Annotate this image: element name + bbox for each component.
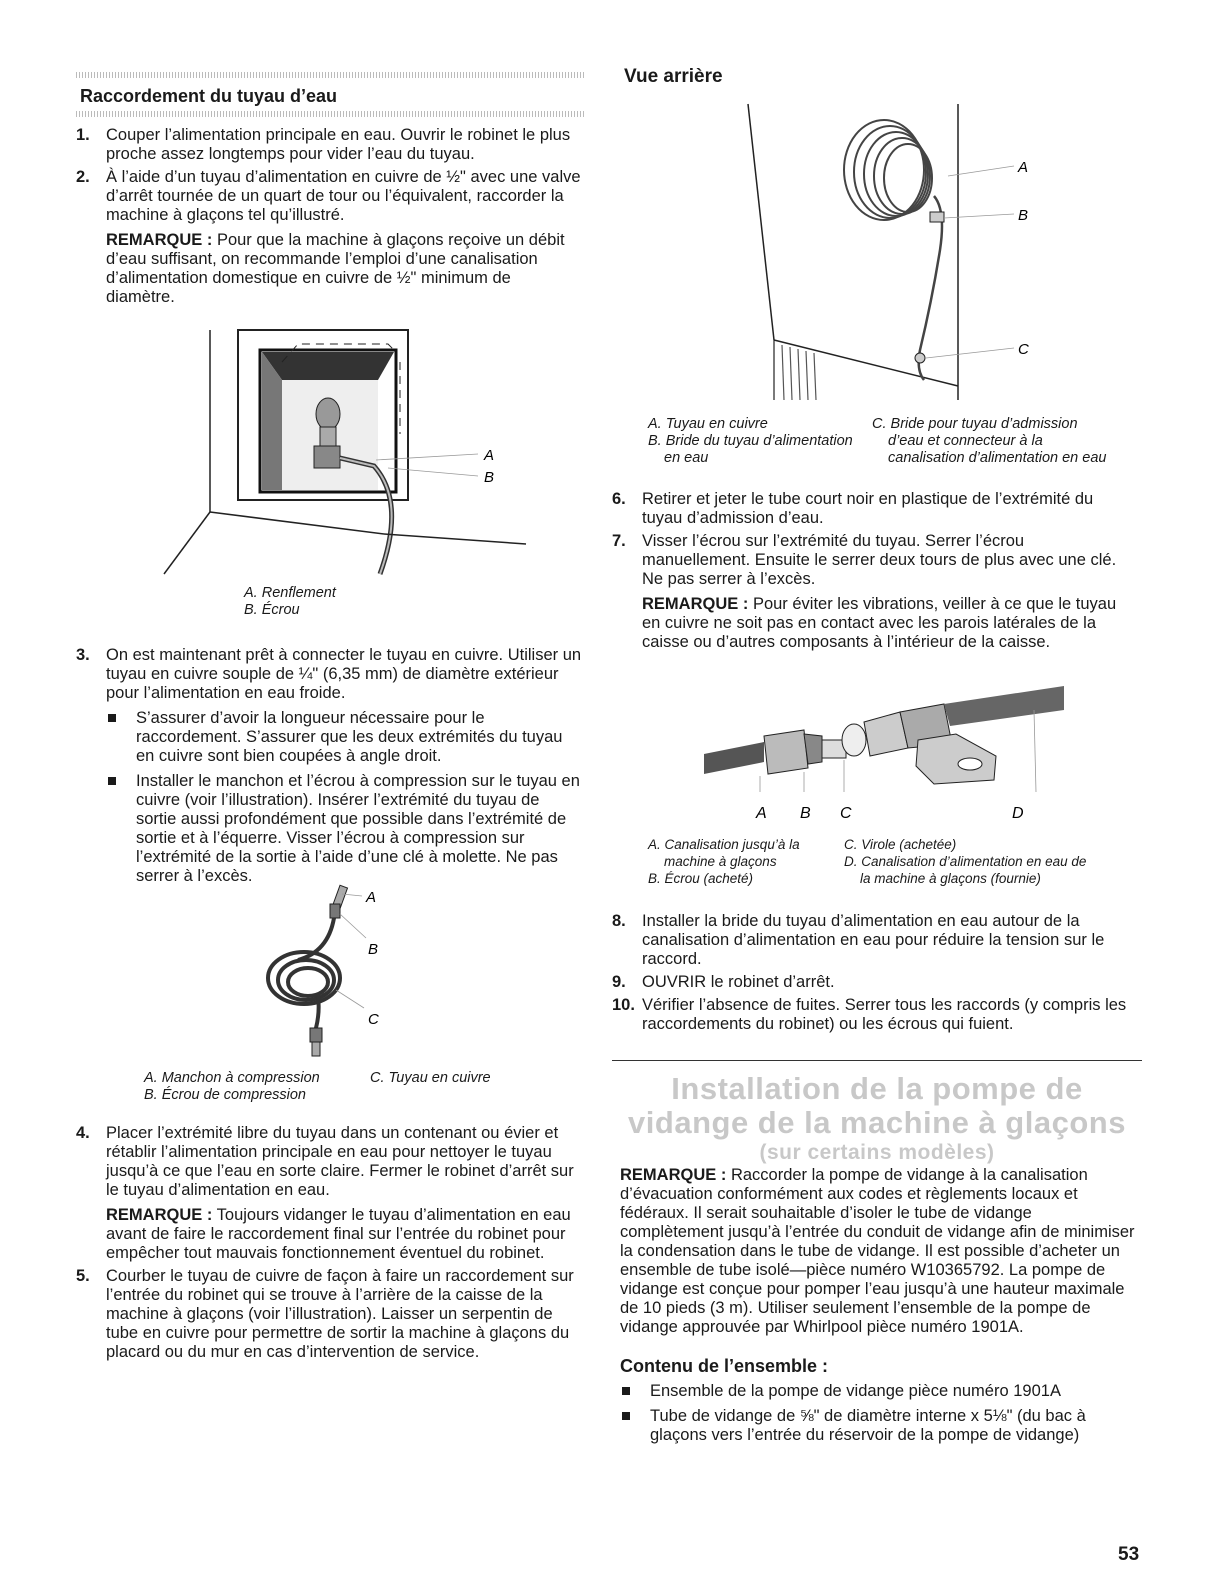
bullet-icon (622, 1387, 630, 1395)
steps-1-2 (76, 126, 584, 311)
fig4-caption-left (648, 836, 800, 887)
coil-label-c: C (368, 1011, 379, 1028)
note-label: REMARQUE : (106, 231, 213, 249)
step-number: 3. (76, 646, 90, 664)
list-item (620, 1407, 1136, 1445)
rear-label-c: C (1018, 341, 1029, 358)
list-item (612, 532, 1136, 652)
list-item (620, 1382, 1136, 1401)
note-label: REMARQUE : (106, 1206, 213, 1224)
note-text: Raccorder la pompe de vidange à la canalisation d’évacuation conformément aux codes et règlements locaux et fédéraux. Il serait souhaitable d’isoler le tube de vidange complètement jusqu’à l’entrée du conduit de vidange afin de minimiser la condensation dans le tube de vidange. Il est possible d’acheter un ensemble de tube isolé—pièce numéro W10365792. La pompe de vidange est conçue pour pomper l’eau jusqu’à une hauteur maximale de 10 pieds (3 m). Utiliser seulement l’ensemble de la pompe de vidange approuvée par Whirlpool pièce numéro 1901A. (620, 1166, 1135, 1336)
bullet-icon (108, 714, 116, 722)
list-item (612, 912, 1136, 969)
page-number: 53 (1118, 1544, 1140, 1565)
steps-4-5 (76, 1124, 584, 1366)
fig3-caption-left (648, 416, 853, 467)
step-text: À l’aide d’un tuyau d’alimentation en cuivre de ½" avec une valve d’arrêt tournée de un quart de tour ou l’équivalent, raccorder la machine à glaçons tel qu’illustré. (106, 168, 581, 224)
step-text: Installer la bride du tuyau d’alimentation en eau autour de la canalisation d’alimentation en eau pour réduire la tension sur le raccord. (642, 912, 1105, 968)
step-number: 4. (76, 1124, 90, 1142)
step-number: 7. (612, 532, 626, 550)
caption-d: D. Canalisation d’alimentation en eau de (844, 854, 1087, 869)
note-2 (106, 1206, 584, 1263)
note-text: Pour éviter les vibrations, veiller à ce que le tuyau en cuivre ne soit pas en contact avec les parois latérales de la caisse ou d’autres composants à l’intérieur de la caisse. (642, 595, 1117, 651)
fitting-illustration (704, 680, 1064, 830)
caption-c: C. Bride pour tuyau d’admission (872, 416, 1078, 432)
list-item (106, 772, 584, 886)
install-heading (612, 1072, 1142, 1166)
rear-view-title: Vue arrière (624, 66, 723, 87)
coil-label-b: B (368, 941, 379, 958)
step-text: Courber le tuyau de cuivre de façon à faire un raccordement sur l’entrée du robinet qui se trouve à l’arrière de la caisse de la machine à glaçons (voir l’illustration). Laisser un serpentin de tube en cuivre pour permettre de sortir la machine à glaçons du placard ou du mur en cas d’intervention de service. (106, 1267, 574, 1361)
header-rule-bottom (76, 111, 584, 117)
caption-c-cont: d’eau et connecteur à la (888, 433, 1043, 449)
list-item (76, 126, 584, 164)
list-item (76, 1267, 584, 1362)
note-4 (620, 1166, 1136, 1337)
contents-title: Contenu de l’ensemble : (620, 1356, 829, 1376)
section-header (76, 72, 584, 117)
fig2-caption-c: C. Tuyau en cuivre (370, 1070, 491, 1086)
note-text: Pour que la machine à glaçons reçoive un débit d’eau suffisant, on recommande l’emploi d’une canalisation d’alimentation domestique en cuivre de ½" minimum de diamètre. (106, 231, 565, 306)
coil-label-a: A (366, 889, 377, 906)
caption-b: B. Écrou (acheté) (648, 871, 754, 886)
bullet-text: Ensemble de la pompe de vidange pièce numéro 1901A (650, 1382, 1061, 1400)
caption-b: B. Écrou de compression (144, 1087, 306, 1103)
section-divider (612, 1060, 1142, 1061)
step3-bullets (106, 709, 584, 886)
list-item (76, 168, 584, 307)
caption-a: A. Tuyau en cuivre (648, 416, 768, 432)
copper-coil-illustration (258, 882, 398, 1062)
step-text: Couper l’alimentation principale en eau. Ouvrir le robinet le plus proche assez longtemps pour vider l’eau du tuyau. (106, 126, 571, 163)
caption-a: A. Canalisation jusqu’à la (648, 837, 800, 852)
install-subtitle: (sur certains modèles) (759, 1141, 995, 1164)
fitting-label-d: D (1012, 805, 1024, 822)
fitting-label-b: B (800, 805, 811, 822)
section-title: Raccordement du tuyau d’eau (80, 86, 338, 106)
step-text: OUVRIR le robinet d’arrêt. (642, 973, 835, 991)
list-item (612, 996, 1136, 1034)
step-text: Visser l’écrou sur l’extrémité du tuyau. Serrer l’écrou manuellement. Ensuite le serrer deux tours de plus avec une clé. Ne pas serrer à l’excès. (642, 532, 1117, 588)
list-item (76, 646, 584, 886)
note-label: REMARQUE : (620, 1166, 727, 1184)
step-3 (76, 646, 584, 892)
step-number: 10. (612, 996, 635, 1014)
step-number: 5. (76, 1267, 90, 1285)
fig2-caption (144, 1070, 320, 1104)
caption-b: B. Bride du tuyau d’alimentation (648, 433, 853, 449)
wall-box-illustration (148, 322, 528, 580)
steps-6-7 (612, 490, 1136, 656)
list-item (106, 709, 584, 766)
note-text: Toujours vidanger le tuyau d’alimentation en eau avant de faire le raccordement final sur l’entrée du robinet pour empêcher tout mauvais fonctionnement éventuel du robinet. (106, 1206, 571, 1262)
bullet-icon (622, 1412, 630, 1420)
list-item (612, 973, 1136, 992)
wall-box-label-b: B (484, 469, 495, 486)
step-text: Placer l’extrémité libre du tuyau dans un contenant ou évier et rétablir l’alimentation principale en eau pour nettoyer le tuyau jusqu’à ce que l’eau en sorte claire. Fermer le robinet d’arrêt sur le tuyau d’alimentation en eau. (106, 1124, 574, 1199)
fitting-label-a: A (756, 805, 767, 822)
step-number: 8. (612, 912, 626, 930)
caption-a: A. Manchon à compression (144, 1070, 320, 1086)
note-3 (642, 595, 1136, 652)
note-label: REMARQUE : (642, 595, 749, 613)
steps-8-10 (612, 912, 1136, 1038)
fig3-caption-right (872, 416, 1106, 467)
rear-view-illustration (744, 100, 1104, 410)
wall-box-label-a: A (484, 447, 495, 464)
caption-b: B. Écrou (244, 602, 300, 618)
step-number: 2. (76, 168, 90, 186)
rear-label-a: A (1018, 159, 1029, 176)
step-text: Retirer et jeter le tube court noir en plastique de l’extrémité du tuyau d’admission d’eau. (642, 490, 1094, 527)
step-number: 1. (76, 126, 90, 144)
list-item (76, 1124, 584, 1263)
caption-a: A. Renflement (244, 585, 336, 601)
fitting-label-c: C (840, 805, 852, 822)
step-text: On est maintenant prêt à connecter le tuyau en cuivre. Utiliser un tuyau en cuivre souple de ¼" (6,35 mm) de diamètre extérieur pour l’alimentation en eau froide. (106, 646, 582, 702)
caption-c: C. Virole (achetée) (844, 837, 957, 852)
step-number: 9. (612, 973, 626, 991)
caption-b-cont: en eau (664, 450, 709, 466)
bullet-text: Tube de vidange de ⅝" de diamètre interne x 5⅛" (du bac à glaçons vers l’entrée du réservoir de la pompe de vidange) (650, 1407, 1086, 1444)
note-1 (106, 231, 584, 307)
bullet-text: S’assurer d’avoir la longueur nécessaire pour le raccordement. S’assurer que les deux extrémités du tuyau en cuivre sont bien coupées à angle droit. (136, 709, 563, 765)
bullet-text: Installer le manchon et l’écrou à compression sur le tuyau en cuivre (voir l’illustration). Insérer l’extrémité du tuyau de sortie aussi profondément que possible dans l’extrémité de sortie et à l’équerre. Visser l’écrou à compression sur l’extrémité de la sortie à l’aide d’une clé à molette. Ne pas serrer à l’excès. (136, 772, 580, 885)
fig4-caption-right (844, 836, 1086, 887)
step-number: 6. (612, 490, 626, 508)
step-text: Vérifier l’absence de fuites. Serrer tous les raccords (y compris les raccordements du robinet) ou les écrous qui fuient. (642, 996, 1127, 1033)
rear-label-b: B (1018, 207, 1029, 224)
bullet-icon (108, 777, 116, 785)
install-title-line-1: Installation de la pompe de (671, 1071, 1083, 1106)
install-title-line-2: vidange de la machine à glaçons (628, 1105, 1126, 1140)
caption-c-cont: canalisation d’alimentation en eau (888, 450, 1107, 466)
caption-a-cont: machine à glaçons (664, 854, 777, 869)
list-item (612, 490, 1136, 528)
fig1-caption (244, 585, 336, 619)
contents-list (620, 1382, 1136, 1451)
caption-d-cont: la machine à glaçons (fournie) (860, 871, 1041, 886)
